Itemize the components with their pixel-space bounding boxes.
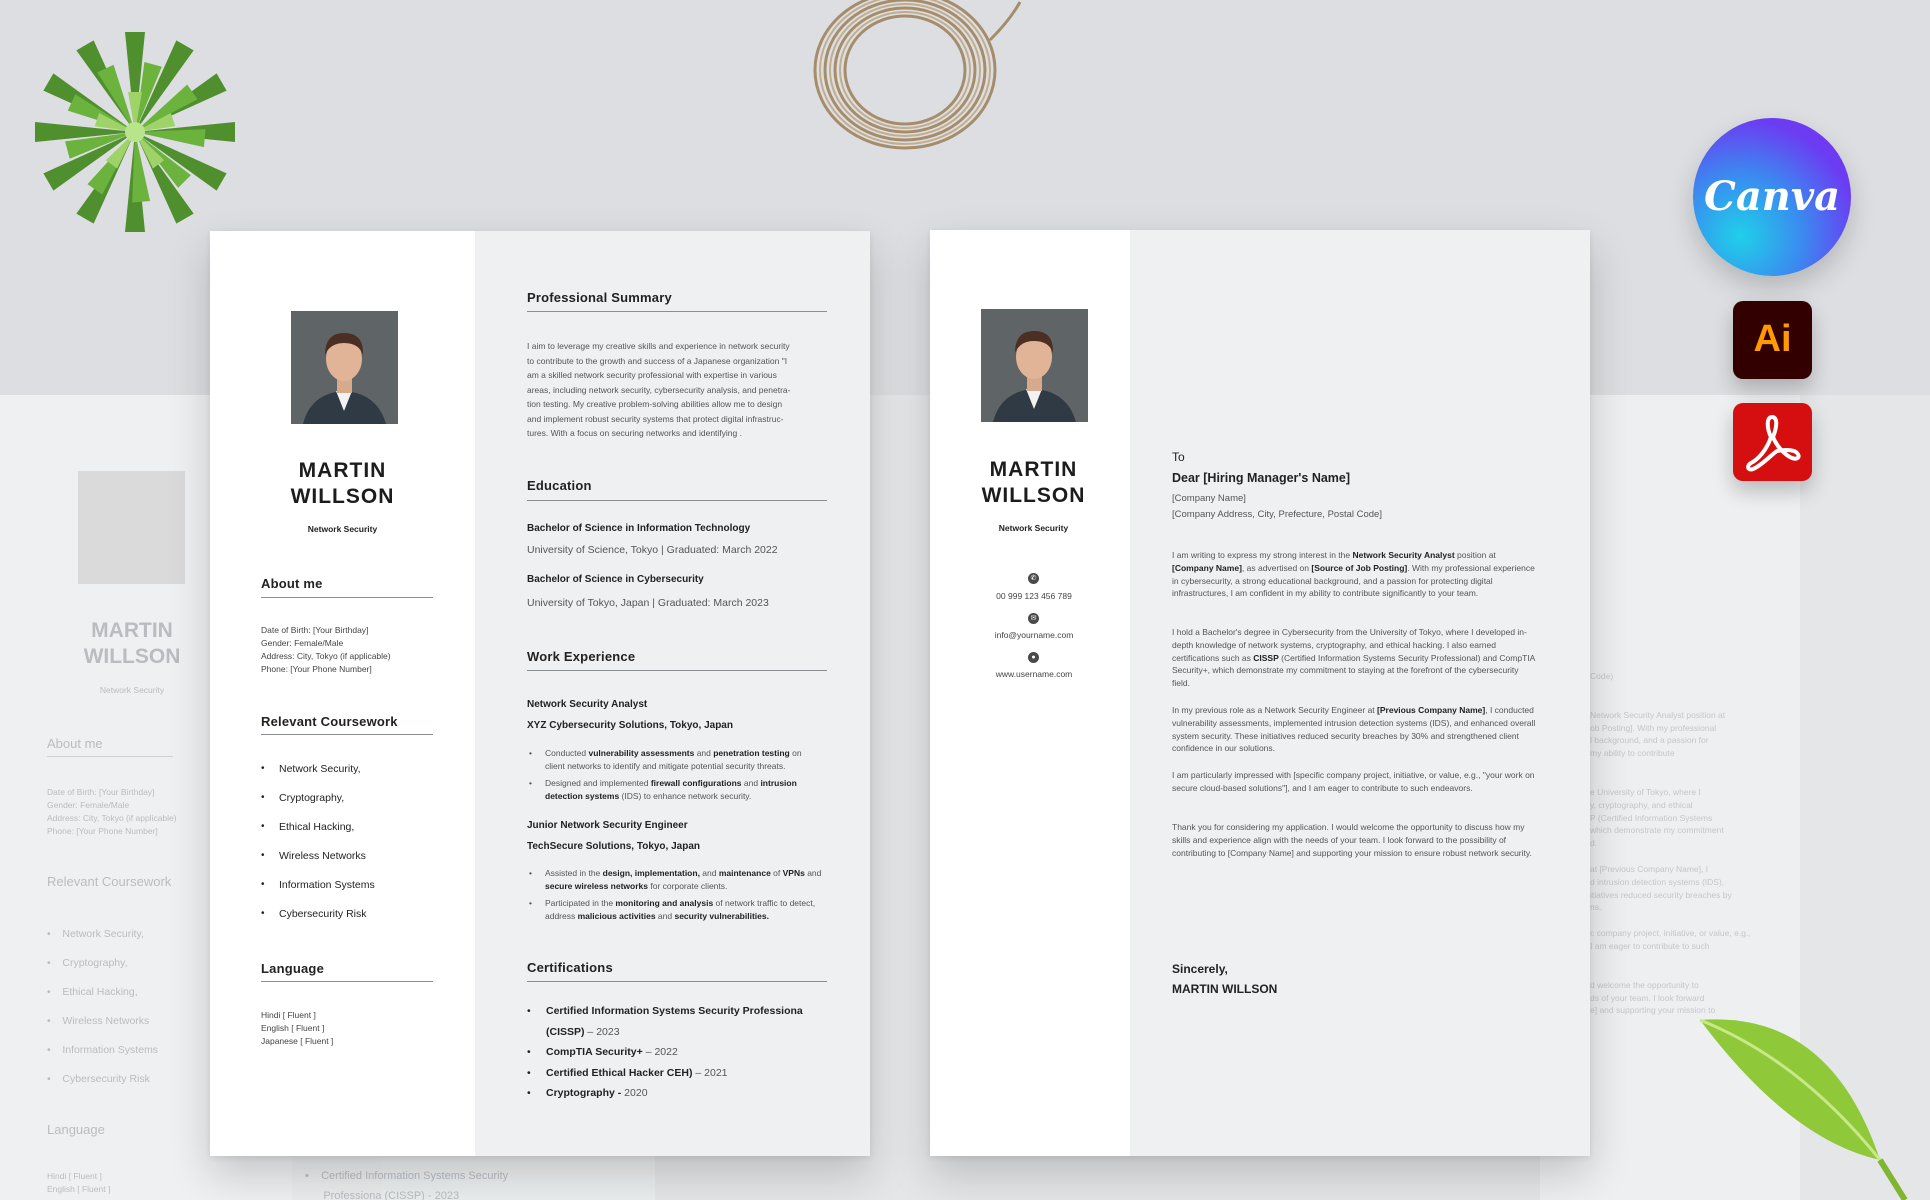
list-item: • Network Security,: [261, 762, 375, 791]
ghost-language-title: Language: [47, 1122, 105, 1137]
signature-block: Sincerely, MARTIN WILLSON: [1172, 962, 1278, 996]
acrobat-pdf-icon: [1733, 403, 1812, 481]
language-list: Hindi [ Fluent ] English [ Fluent ] Japanese [ Fluent ]: [261, 1010, 334, 1046]
candidate-name: MARTIN WILLSON: [290, 459, 395, 508]
profile-photo: [291, 311, 398, 424]
list-item: • Certified Information Systems Security Professiona (CISSP) – 2023: [527, 1001, 817, 1042]
salutation: Dear [Hiring Manager's Name]: [1172, 471, 1351, 485]
job-duties-1: [527, 747, 822, 807]
job-company-2: TechSecure Solutions, Tokyo, Japan: [527, 841, 701, 852]
about-title: About me: [261, 576, 323, 591]
letter-paragraph-4: I am particularly impressed with [specific company project, initiative, or value, e.g., "your work on secure cloud-based solutions"], and I am eager to contribute to such endeavors.: [1172, 770, 1535, 793]
globe-icon: ●: [1028, 652, 1039, 663]
ghost-rule: [47, 756, 173, 757]
certifications-title: Certifications: [527, 960, 613, 975]
job-company-1: XYZ Cybersecurity Solutions, Tokyo, Japan: [527, 720, 733, 731]
resume-page: [210, 231, 870, 1156]
company-name: [Company Name]: [1172, 493, 1246, 504]
language-rule: [261, 981, 433, 982]
letter-paragraph-5: Thank you for considering my application. I would welcome the opportunity to discuss how my skills and experience align with the needs of your team. I look forward to the possibility of contributing to [Company Name] and supporting your mission to ensure robust network security.: [1172, 822, 1532, 858]
about-details: Date of Birth: [Your Birthday] Gender: Female/Male Address: City, Tokyo (if applicable) Phone: [Your Phone Number]: [261, 625, 391, 674]
email-address: info@yourname.com: [994, 630, 1074, 640]
person-portrait-icon: [291, 311, 398, 424]
education-rule: [527, 500, 827, 501]
ghost-coursework: • Network Security, • Cryptography, • Ethical Hacking, • Wireless Networks • Information Systems • Cybersecurity Risk: [47, 928, 159, 1085]
resume-main-panel: [475, 231, 870, 1156]
letter-paragraph-2: I hold a Bachelor's degree in Cybersecurity from the University of Tokyo, where I developed in-depth knowledge of network systems, cryptography, and ethical hacking. I also earned certifications such as CISSP (Certified Information Systems Security Professional) and CompTIA Security+, which demonstrate my commitment to staying at the forefront of the cybersecurity field.: [1172, 627, 1535, 689]
job-duties-2: [527, 867, 822, 927]
certifications-rule: [527, 981, 827, 982]
experience-title: Work Experience: [527, 649, 636, 664]
phone-icon: ✆: [1028, 573, 1039, 584]
certifications-list: [527, 1001, 817, 1104]
phone-number: 00 999 123 456 789: [996, 591, 1072, 601]
list-item: • CompTIA Security+ – 2022: [527, 1042, 817, 1063]
experience-rule: [527, 670, 827, 671]
job-position-2: Junior Network Security Engineer: [527, 820, 688, 831]
education-title: Education: [527, 478, 592, 493]
education-degree-2: Bachelor of Science in Cybersecurity: [527, 574, 704, 585]
ghost-right-lines: Code) Network Security Analyst position at ob Posting]. With my professional l background, and a passion for my ability to contribute e University of Tokyo, where I y, cryptography, and ethical P (Certified Information Systems which demonstrate my commitment d. at [Previous Company Name], I d intrusion detection systems (IDS), itiatives reduced security breaches by ns. c company project, initiative, or value, e.g., I am eager to contribute to such d welcome the opportunity to ds of your team. I look forward e] and supporting your mission to: [1590, 671, 1751, 1016]
education-detail-1: University of Science, Tokyo | Graduated: March 2022: [527, 544, 778, 556]
summary-text: I aim to leverage my creative skills and experience in network security to contribute to the growth and success of a Japanese organization "I am a skilled network security professional with expertise in various areas, including network security, cybersecurity analysis, and penetra- tion testing. My creative problem-solving abilities allow me to design and implement robust security systems that protect digital infrastruc- tures. With a focus on securing networks and identifying .: [527, 341, 791, 438]
coursework-list: [261, 762, 375, 936]
person-portrait-icon: [981, 309, 1088, 422]
list-item: • Cybersecurity Risk: [261, 907, 375, 936]
list-item: • Cryptography - 2020: [527, 1083, 817, 1104]
ghost-languages: Hindi [ Fluent ] English [ Fluent ]: [47, 1171, 111, 1194]
ghost-cert: • Certified Information Systems Security Professiona (CISSP) - 2023: [305, 1170, 509, 1200]
list-item: • Assisted in the design, implementation, and maintenance of VPNs and secure wireless networks for corporate clients.: [527, 867, 822, 893]
list-item: • Ethical Hacking,: [261, 820, 375, 849]
letter-paragraph-1: I am writing to express my strong interest in the Network Security Analyst position at [Company Name], as advertised on [Source of Job Posting]. With my professional experience in cybersecurity, a strong educational background, and a passion for protecting digital infrastructures, I am confident in my ability to contribute significantly to your team.: [1172, 550, 1535, 599]
summary-title: Professional Summary: [527, 290, 672, 305]
candidate-role: Network Security: [307, 524, 378, 534]
list-item: • Certified Ethical Hacker CEH) – 2021: [527, 1063, 817, 1084]
list-item: • Information Systems: [261, 878, 375, 907]
ghost-role: Network Security: [99, 685, 165, 695]
to-label: To: [1172, 450, 1185, 464]
canva-logo: Canva: [1693, 118, 1851, 276]
leaf-icon: [1680, 1000, 1910, 1200]
education-detail-2: University of Tokyo, Japan | Graduated: March 2023: [527, 597, 769, 609]
list-item: • Wireless Networks: [261, 849, 375, 878]
cover-main-panel: [1130, 230, 1590, 1156]
illustrator-logo: Ai: [1733, 301, 1812, 379]
letter-paragraph-3: In my previous role as a Network Security Engineer at [Previous Company Name], I conducted vulnerability assessments, implemented intrusion detection systems (IDS), and enhanced overall system security. These initiatives reduced security breaches by 30% and strengthened client confidence in our solutions.: [1172, 705, 1536, 754]
list-item: • Conducted vulnerability assessments and penetration testing on client networks to identify and mitigate potential security threats.: [527, 747, 822, 773]
list-item: • Cryptography,: [261, 791, 375, 820]
ghost-photo: [78, 471, 185, 584]
candidate-role: Network Security: [998, 523, 1069, 533]
resume-sidebar: [210, 231, 475, 1156]
coursework-rule: [261, 734, 433, 735]
list-item: • Participated in the monitoring and analysis of network traffic to detect, address malicious activities and security vulnerabilities.: [527, 897, 822, 923]
profile-photo: [981, 309, 1088, 422]
about-rule: [261, 597, 433, 598]
website-url: www.username.com: [995, 669, 1073, 679]
ghost-about-title: About me: [47, 736, 103, 751]
ghost-coursework-title: Relevant Coursework: [47, 874, 172, 889]
language-title: Language: [261, 961, 324, 976]
cover-sidebar: [930, 230, 1130, 1156]
company-address: [Company Address, City, Prefecture, Postal Code]: [1172, 509, 1382, 520]
mail-icon: ✉: [1028, 613, 1039, 624]
candidate-name: MARTIN WILLSON: [981, 458, 1086, 507]
ghost-about-lines: Date of Birth: [Your Birthday] Gender: Female/Male Address: City, Tokyo (if applicable) Phone: [Your Phone Number]: [47, 787, 177, 836]
list-item: • Designed and implemented firewall configurations and intrusion detection systems (IDS) to enhance network security.: [527, 777, 822, 803]
ghost-name: MARTIN WILLSON: [83, 619, 181, 668]
summary-rule: [527, 311, 827, 312]
education-degree-1: Bachelor of Science in Information Technology: [527, 523, 751, 534]
cover-letter-page: [930, 230, 1590, 1156]
job-position-1: Network Security Analyst: [527, 699, 648, 710]
coursework-title: Relevant Coursework: [261, 714, 398, 729]
twine-ball-icon: [805, 0, 1030, 155]
